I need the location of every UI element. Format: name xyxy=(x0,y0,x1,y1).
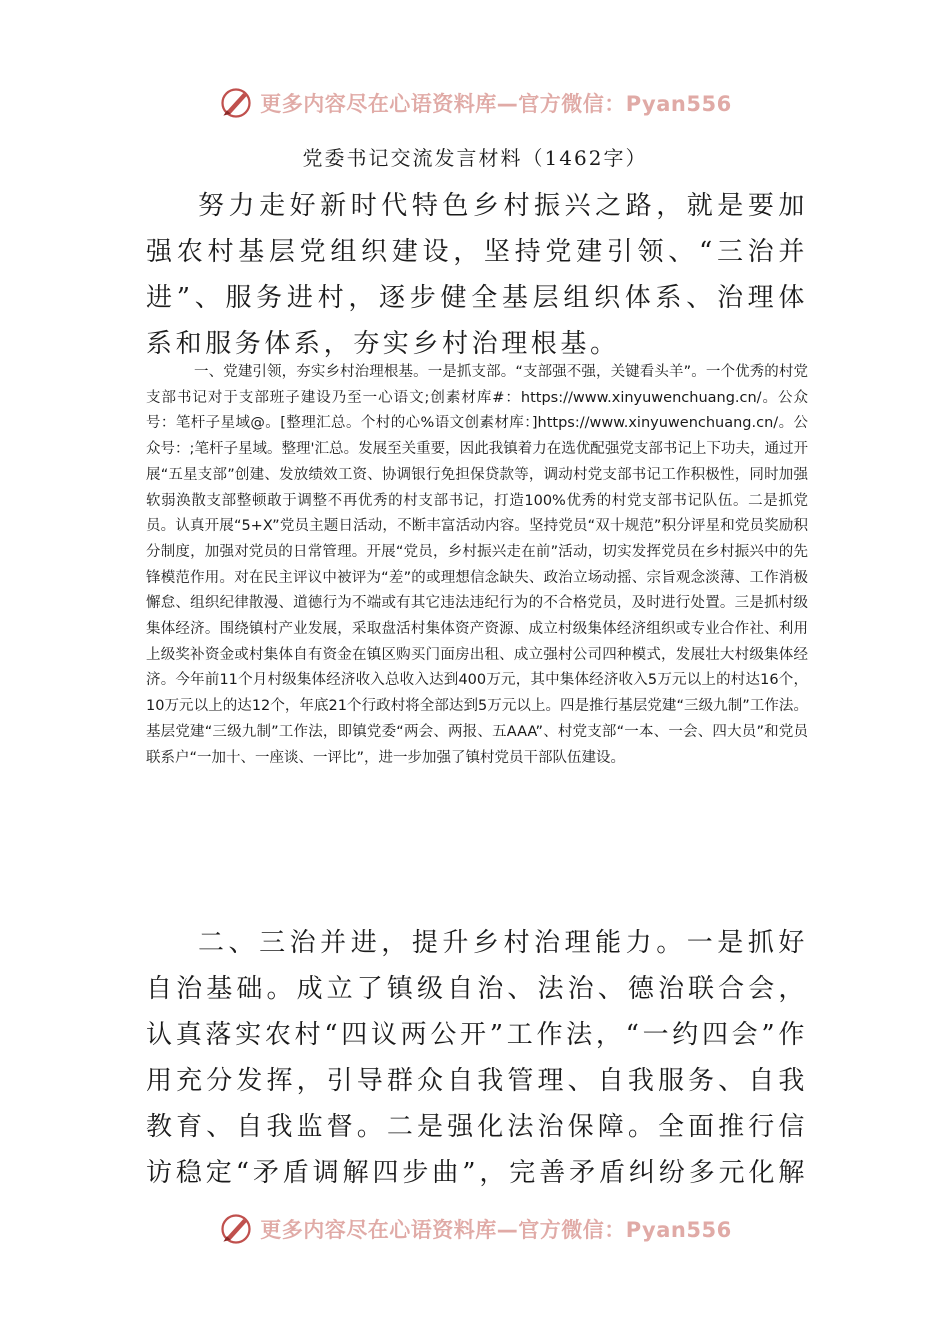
pen-circle-logo-icon xyxy=(218,1211,254,1247)
intro-paragraph: 努力走好新时代特色乡村振兴之路，就是要加强农村基层党组织建设，坚持党建引领、“三治并进”、服务进村，逐步健全基层组织体系、治理体系和服务体系，夯实乡村治理根基。 xyxy=(146,191,808,359)
header-banner xyxy=(0,80,950,126)
footer-banner xyxy=(0,1206,950,1252)
banner-text: 更多内容尽在心语资料库—官方微信：Pyan556 xyxy=(260,1218,732,1242)
banner-text: 更多内容尽在心语资料库—官方微信：Pyan556 xyxy=(260,92,732,116)
document-title: 党委书记交流发言材料（1462字） xyxy=(302,146,648,170)
pen-circle-logo-icon xyxy=(218,85,254,121)
section-two-paragraph: 二、三治并进，提升乡村治理能力。一是抓好自治基础。成立了镇级自治、法治、德治联合会，认真落实农村“四议两公开”工作法，“一约四会”作用充分发挥，引导群众自我管理、自我服务、自我教育、自我监督。二是强化法治保障。全面推行信访稳定“矛盾调解四步曲”，完善矛盾纠纷多元化解 xyxy=(146,928,808,1188)
section-one-paragraph: 一、党建引领，夯实乡村治理根基。一是抓支部。“支部强不强，关键看头羊”。一个优秀的村党支部书记对于支部班子建设乃至一心语文;创素材库#：https://www.xinyuwenchuang.cn/。公众号：笔杆子星域@。[整理汇总。个村的心%语文创素材库：]https://www.xinyuwenchuang.cn/。公众号：;笔杆子星域。整理'汇总。发展至关重要，因此我镇着力在选优配强党支部书记上下功夫，通过开展“五星支部”创建、发放绩效工资、协调银行免担保贷款等，调动村党支部书记工作积极性，同时加强软弱涣散支部整顿敢于调整不再优秀的村支部书记，打造100%优秀的村党支部书记队伍。二是抓党员。认真开展“5+X”党员主题日活动，不断丰富活动内容。坚持党员“双十规范”积分评星和党员奖励积分制度，加强对党员的日常管理。开展“党员，乡村振兴走在前”活动，切实发挥党员在乡村振兴中的先锋模范作用。对在民主评议中被评为“差”的或理想信念缺失、政治立场动摇、宗旨观念淡薄、工作消极懈怠、组织纪律散漫、道德行为不端或有其它违法违纪行为的不合格党员，及时进行处置。三是抓村级集体经济。围绕镇村产业发展，采取盘活村集体资产资源、成立村级集体经济组织或专业合作社、利用上级奖补资金或村集体自有资金在镇区购买门面房出租、成立强村公司四种模式，发展壮大村级集体经济。今年前11个月村级集体经济收入总收入达到400万元，其中集体经济收入5万元以上的村达16个，10万元以上的达12个，年底21个行政村将全部达到5万元以上。四是推行基层党建“三级九制”工作法。基层党建“三级九制”工作法，即镇党委“两会、两报、五AAA”、村党支部“一本、一会、四大员”和党员联系户“一加十、一座谈、一评比”，进一步加强了镇村党员干部队伍建设。 xyxy=(146,364,808,766)
